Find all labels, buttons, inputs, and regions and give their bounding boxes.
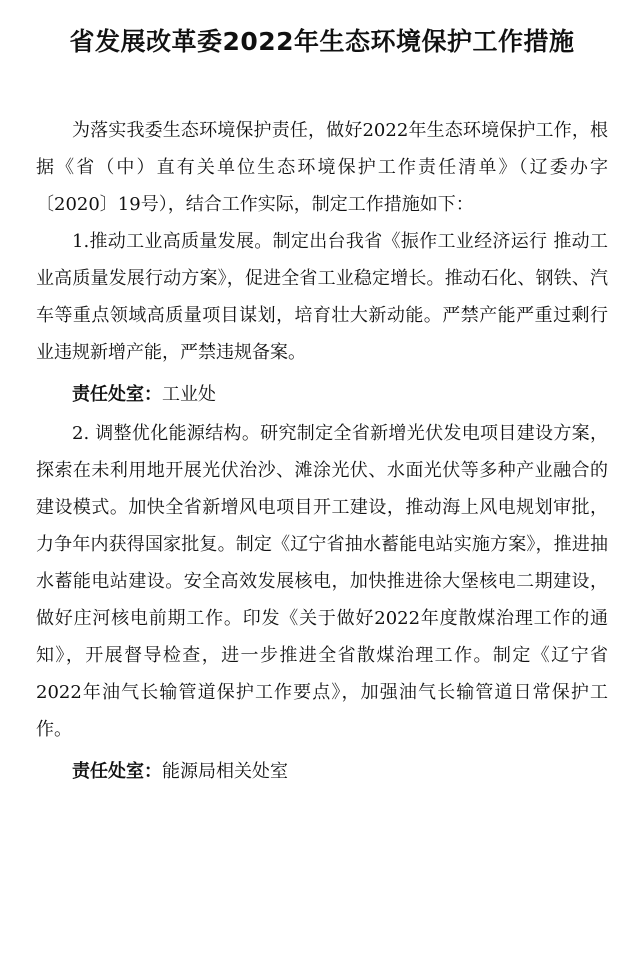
document-title: 省发展改革委2022年生态环境保护工作措施 <box>69 27 575 56</box>
intro-paragraph: 为落实我委生态环境保护责任，做好2022年生态环境保护工作，根据《省（中）直有关单位生态环境保护工作责任清单》（辽委办字〔2020〕19号），结合工作实际，制定工作措施如下： <box>36 120 608 215</box>
responsibility-value: 能源局相关处室 <box>162 761 288 782</box>
responsibility-label: 责任处室： <box>72 384 162 405</box>
item-2-responsibility <box>36 752 608 792</box>
item-2-paragraph: 2. 调整优化能源结构。研究制定全省新增光伏发电项目建设方案，探索在未利用地开展光伏治沙、滩涂光伏、水面光伏等多种产业融合的建设模式。加快全省新增风电项目开工建设，推动海上风电规划审批，力争年内获得国家批复。制定《辽宁省抽水蓄能电站实施方案》，推进抽水蓄能电站建设。安全高效发展核电，加快推进徐大堡核电二期建设，做好庄河核电前期工作。印发《关于做好2022年度散煤治理工作的通知》，开展督导检查，进一步推进全省散煤治理工作。制定《辽宁省2022年油气长输管道保护工作要点》，加强油气长输管道日常保护工作。 <box>36 423 608 740</box>
item-1-paragraph: 1.推动工业高质量发展。制定出台我省《振作工业经济运行 推动工业高质量发展行动方案》，促进全省工业稳定增长。推动石化、钢铁、汽车等重点领域高质量项目谋划，培育壮大新动能。严禁产能严重过剩行业违规新增产能，严禁违规备案。 <box>36 231 608 363</box>
responsibility-label: 责任处室： <box>72 761 162 782</box>
responsibility-value: 工业处 <box>162 384 216 405</box>
item-1-responsibility <box>36 375 608 415</box>
